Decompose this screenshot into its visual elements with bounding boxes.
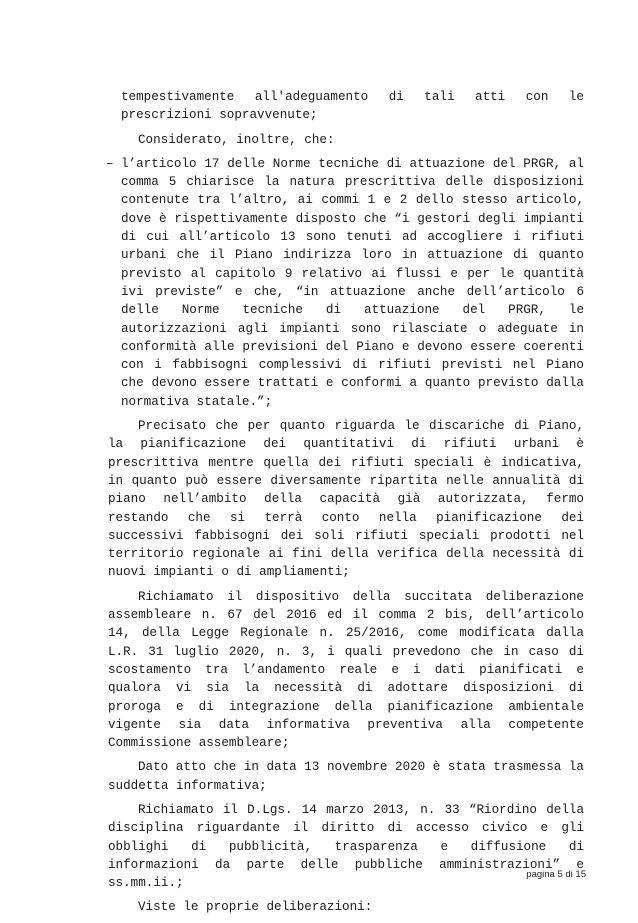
list-dash: – (106, 156, 114, 171)
paragraph-viste: Viste le proprie deliberazioni: (138, 900, 373, 915)
paragraph-richiamato-dlgs: Richiamato il D.Lgs. 14 marzo 2013, n. 33 “Riordino della disciplina riguardante il diritto di accesso civico e gli obblighi di pubblicità, trasparenza e diffusione di informazioni da parte delle pubbliche amministrazioni” e ss.mm.ii.; (108, 802, 584, 891)
document-body (108, 88, 584, 923)
page-number: pagina 5 di 15 (526, 869, 586, 880)
paragraph-dato-atto: Dato atto che in data 13 novembre 2020 è stata trasmessa la suddetta informativa; (108, 760, 584, 793)
list-item (108, 155, 584, 411)
paragraph-precisato: Precisato che per quanto riguarda le discariche di Piano, la pianificazione dei quantitativi di rifiuti urbani è prescrittiva mentre quella dei rifiuti speciali è indicativa, in quanto può essere diversamente ripartita nelle annualità di piano nell’ambito della capacità già autorizzata, fermo restando che si terrà conto nella pianificazione dei successivi fabbisogni dei soli rifiuti speciali prodotti nel territorio regionale ai fini della verifica della necessità di nuovi impianti o di ampliamenti; (108, 419, 584, 580)
considerations-list (108, 155, 584, 411)
paragraph-richiamato-dispositivo: Richiamato il dispositivo della succitata deliberazione assembleare n. 67 del 2016 ed il comma 2 bis, dell’articolo 14, della Legge Regionale n. 25/2016, come modificata dalla L.R. 31 luglio 2020, n. 3, i quali prevedono che in caso di scostamento tra l’andamento reale e i dati pianificati e qualora vi sia la necessità di adottare disposizioni di proroga e di integrazione della pianificazione ambientale vigente sia data informativa preventiva alla competente Commissione assembleare; (108, 589, 584, 751)
paragraph-considerato: Considerato, inoltre, che: (138, 132, 335, 147)
paragraph-adeguamento: tempestivamente all'adeguamento di tali atti con le prescrizioni sopravvenute; (121, 90, 584, 123)
list-item-text: l’articolo 17 delle Norme tecniche di attuazione del PRGR, al comma 5 chiarisce la natura prescrittiva delle disposizioni contenute tra l’altro, ai commi 1 e 2 dello stesso articolo, dove è rispettivamente disposto che “i gestori degli impianti di cui all’articolo 13 sono tenuti ad accogliere i rifiuti urbani che il Piano indirizza loro in attuazione di quanto previsto al capitolo 9 relativo ai flussi e per le quantità ivi previste” e che, “in attuazione anche dell’articolo 6 delle Norme tecniche di attuazione del PRGR, le autorizzazioni agli impianti sono rilasciate o adeguate in conformità alle previsioni del Piano e devono essere coerenti con i fabbisogni complessivi di rifiuti previsti nel Piano che devono essere trattati e conformi a quanto previsto dalla normativa statale.”; (121, 156, 584, 409)
